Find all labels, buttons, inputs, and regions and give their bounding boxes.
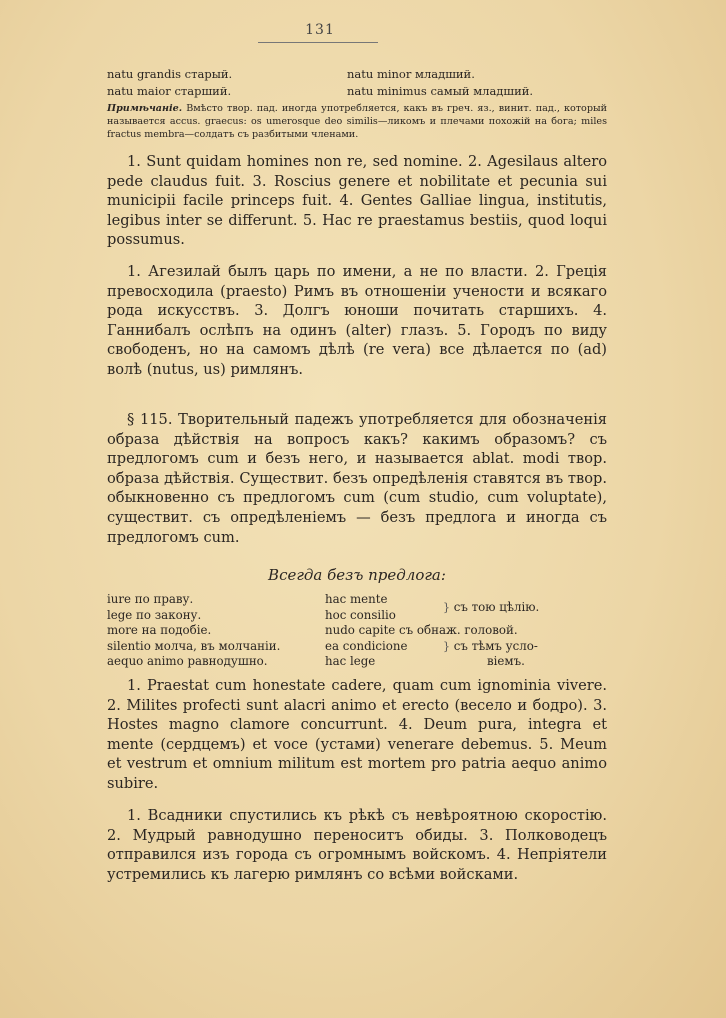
russian-exercise-2-text: 1. Всадники спустились къ рѣкѣ съ невѣроятною скоростію. 2. Мудрый равнодушно переноситъ обиды. 3. Полководецъ отправился изъ города съ огромнымъ войскомъ. 4. Непріятели устремились къ лагерю римлянъ со всѣми войсками. [107, 807, 607, 883]
latin-exercise-2 [107, 676, 607, 794]
examples-table [107, 592, 607, 670]
russian-exercise-2 [107, 806, 607, 884]
example-natu-grandis: natu grandis старый. [107, 67, 233, 81]
page-number: 131 [305, 22, 335, 38]
section-text: Творительный падежъ употребляется для обозначенія образа дѣйствія на вопросъ какъ? какимъ образомъ? съ предлогомъ cum и безъ него, и называется ablat. modi твор. образа дѣйствія. Существит. безъ опредѣленія ставятся въ твор. обыкновенно съ предлогомъ cum (cum studio, cum voluptate), существит. съ опредѣленіемъ — безъ предлога и иногда съ предлогомъ cum. [107, 411, 608, 546]
table-row: silentio молча, въ молчаніи. ea condicione } съ тѣмъ усло- віемъ. [107, 638, 538, 668]
note-text: Вмѣсто твор. пад. иногда употребляется, какъ въ греч. яз., винит. пад., который называется accus. graecus: os umerosque deo similis—ликомъ и плечами похожій на бога; miles fractus membra—солдатъ съ разбитыми членами. [107, 103, 607, 140]
example-natu-minimus: natu minimus самый младший. [347, 84, 534, 98]
latin-exercise-1-text: 1. Sunt quidam homines non re, sed nomine. 2. Agesilaus altero pede claudus fuit. 3. Roscius genere et nobilitate et pecunia sui municipii facile princeps fuit. 4. Gentes Galliae lingua, institutis, legibus inter se differunt. 5. Hac re praestamus bestiis, quod loqui possumus. [107, 153, 607, 249]
table-row: lege по закону. hoc consilio [107, 607, 396, 622]
table-row: aequo animo равнодушно. hac lege [107, 654, 376, 668]
example-natu-maior: natu maior старший. [107, 84, 232, 98]
examples-without-preposition [107, 592, 607, 670]
latin-exercise-2-text: 1. Praestat cum honestate cadere, quam cum ignominia vivere. 2. Milites profecti sunt alacri animo et erecto (весело и бодро). 3. Hostes magno clamore concurrunt. 4. Deum pura, integra et mente (сердцемъ) et voce (устами) venerare debemus. 5. Meum et vestrum et omnium militum est mortem pro patria aequo animo subire. [107, 677, 607, 792]
note-label: Примѣчаніе. [107, 103, 183, 114]
example-natu-minor: natu minor младший. [347, 67, 475, 81]
brace-icon: } [443, 600, 450, 614]
grammar-note [107, 102, 607, 141]
table-row: more на подобіе. nudo capite съ обнаж. головой. [107, 623, 518, 637]
header-rule [258, 42, 378, 43]
russian-exercise-1-text: 1. Агезилай былъ царь по имени, а не по власти. 2. Греція превосходила (praesto) Римъ въ отношеніи учености и всякаго рода искусствъ. 3. Долгъ юноши почитать старшихъ. 4. Ганнибалъ ослѣпъ на одинъ (alter) глазъ. 5. Городъ по виду свободенъ, но на самомъ дѣлѣ (re vera) все дѣлается по (ad) волѣ (nutus, us) римлянъ. [107, 263, 607, 378]
brace-icon: } [443, 639, 450, 653]
subheading: Всегда безъ предлога: [268, 566, 446, 584]
section-115 [107, 410, 607, 547]
table-row: iure по праву. hac mente } съ тою цѣлію. [107, 592, 540, 614]
section-number: § 115. [127, 411, 173, 428]
top-examples [107, 66, 607, 100]
latin-exercise-1 [107, 152, 607, 250]
russian-exercise-1 [107, 262, 607, 380]
